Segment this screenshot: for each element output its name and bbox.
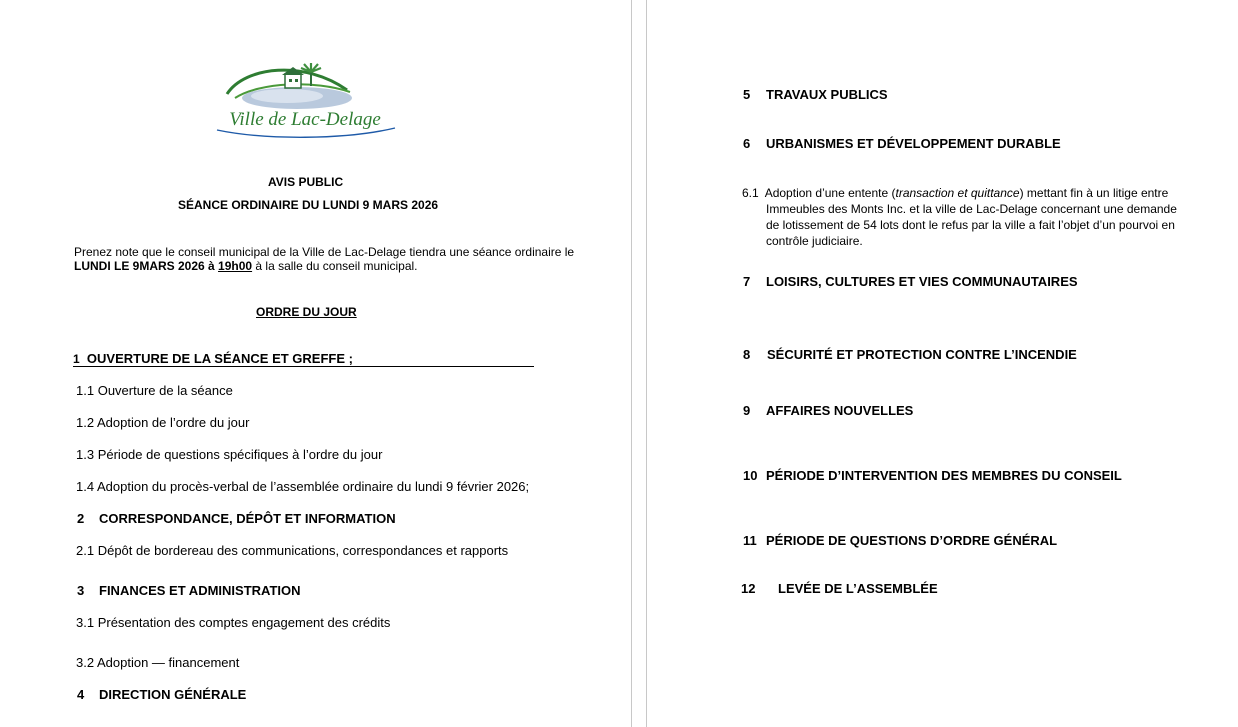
- section-label: PÉRIODE DE QUESTIONS D’ORDRE GÉNÉRAL: [766, 533, 1058, 548]
- agenda-item-2-1: [76, 543, 508, 558]
- intro-date: LUNDI LE 9MARS 2026: [74, 259, 205, 273]
- item-label: Présentation des comptes engagement des crédits: [97, 615, 391, 630]
- item-text-italic: transaction et quittance: [895, 186, 1020, 200]
- item-number: 6.1: [742, 186, 759, 200]
- section-number: 10: [743, 468, 758, 483]
- section-12-heading: [741, 581, 938, 596]
- section-10-heading: [743, 468, 1122, 483]
- item-6-1-line-3: de lotissement de 54 lots dont le refus par la ville a fait l’objet d’un pourvoi en: [766, 218, 1175, 232]
- intro-line-1: Prenez note que le conseil municipal de la Ville de Lac-Delage tiendra une séance ordinaire le: [74, 245, 575, 259]
- agenda-item-6-1: [742, 185, 1212, 249]
- item-number: 1.4: [76, 479, 95, 494]
- item-label: Ouverture de la séance: [97, 383, 233, 398]
- page-separator: [631, 0, 632, 727]
- item-label: Dépôt de bordereau des communications, correspondances et rapports: [97, 543, 509, 558]
- page-separator: [646, 0, 647, 727]
- item-6-1-line-4: contrôle judiciaire.: [766, 234, 863, 248]
- item-6-1-line-1: [742, 185, 1212, 201]
- agenda-item-1-4: [76, 479, 529, 494]
- section-number: 5: [743, 87, 751, 102]
- section-6-heading: [743, 136, 1061, 151]
- section-label: FINANCES ET ADMINISTRATION: [99, 583, 301, 598]
- section-4-heading: [77, 687, 246, 702]
- section-number: 11: [743, 533, 757, 548]
- section-2-heading: [77, 511, 396, 526]
- notice-subtitle: SÉANCE ORDINAIRE DU LUNDI 9 MARS 2026: [178, 198, 439, 212]
- section-number: 9: [743, 403, 751, 418]
- agenda-item-1-2: [76, 415, 249, 430]
- section-1-heading: [73, 351, 534, 367]
- section-number: 3: [77, 583, 85, 598]
- section-11-heading: [743, 533, 1057, 548]
- item-number: 1.1: [76, 383, 95, 398]
- item-number: 1.3: [76, 447, 95, 462]
- agenda-item-1-3: [76, 447, 382, 462]
- section-label: SÉCURITÉ ET PROTECTION CONTRE L’INCENDIE: [767, 347, 1077, 362]
- item-label: Période de questions spécifiques à l’ordre du jour: [97, 447, 383, 462]
- item-number: 2.1: [76, 543, 95, 558]
- intro-line-2: [74, 259, 418, 273]
- section-label: AFFAIRES NOUVELLES: [766, 403, 914, 418]
- item-6-1-line-2: Immeubles des Monts Inc. et la ville de Lac-Delage concernant une demande: [766, 202, 1177, 216]
- section-number: 7: [743, 274, 751, 289]
- section-number: 6: [743, 136, 751, 151]
- section-label: LOISIRS, CULTURES ET VIES COMMUNAUTAIRES: [766, 274, 1078, 289]
- section-9-heading: [743, 403, 913, 418]
- item-number: 1.2: [76, 415, 95, 430]
- item-text: Adoption d’une entente (: [764, 186, 896, 200]
- section-number: 1: [73, 352, 80, 366]
- item-label: Adoption — financement: [96, 655, 240, 670]
- agenda-item-1-1: [76, 383, 233, 398]
- section-number: 4: [77, 687, 85, 702]
- section-label: OUVERTURE DE LA SÉANCE ET GREFFE ;: [86, 351, 353, 366]
- section-8-heading: [743, 347, 1077, 362]
- agenda-item-3-2: [76, 655, 239, 670]
- section-label: URBANISMES ET DÉVELOPPEMENT DURABLE: [766, 136, 1061, 151]
- item-number: 3.1: [76, 615, 95, 630]
- intro-end: à la salle du conseil municipal.: [252, 259, 418, 273]
- notice-title: AVIS PUBLIC: [268, 175, 344, 189]
- intro-a: à: [204, 259, 219, 273]
- document-page-right: [647, 0, 1238, 727]
- item-label: Adoption du procès-verbal de l’assemblée ordinaire du lundi 9 février 2026;: [96, 479, 530, 494]
- intro-time: 19h00: [218, 259, 253, 273]
- section-label: PÉRIODE D’INTERVENTION DES MEMBRES DU CONSEIL: [766, 468, 1122, 483]
- section-7-heading: [743, 274, 1078, 289]
- item-text: ) mettant fin à un litige entre: [1019, 186, 1169, 200]
- section-5-heading: [743, 87, 888, 102]
- agenda-item-3-1: [76, 615, 390, 630]
- section-3-heading: [77, 583, 301, 598]
- logo-text: Ville de Lac-Delage: [229, 109, 381, 130]
- city-logo: [205, 62, 405, 142]
- section-number: 12: [741, 581, 756, 596]
- item-number: 3.2: [76, 655, 95, 670]
- item-label: Adoption de l’ordre du jour: [96, 415, 250, 430]
- section-label: DIRECTION GÉNÉRALE: [99, 687, 247, 702]
- section-label: TRAVAUX PUBLICS: [766, 87, 888, 102]
- agenda-title: ORDRE DU JOUR: [256, 305, 357, 319]
- section-number: 8: [743, 347, 751, 362]
- section-label: LEVÉE DE L’ASSEMBLÉE: [778, 581, 938, 596]
- section-label: CORRESPONDANCE, DÉPÔT ET INFORMATION: [99, 511, 396, 526]
- section-number: 2: [77, 511, 85, 526]
- page-gap: [632, 0, 646, 727]
